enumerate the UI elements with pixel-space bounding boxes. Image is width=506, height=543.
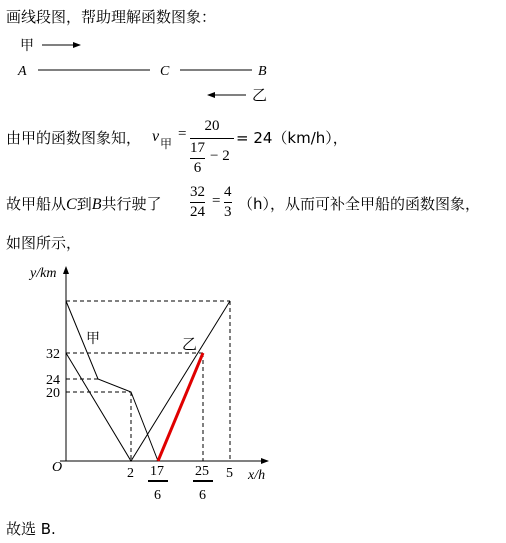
velocity-prefix: 由甲的函数图象知， xyxy=(6,129,142,147)
jia-series-label: 甲 xyxy=(86,331,100,347)
line4-text: 如图所示， xyxy=(6,234,82,252)
guide-lines xyxy=(66,301,230,461)
velocity-subscript: 甲 xyxy=(160,137,173,151)
x-tick-17-6-numerator: 17 xyxy=(150,464,164,479)
point-A-label: A xyxy=(18,64,27,79)
inner-fraction xyxy=(190,140,205,177)
line3 xyxy=(6,193,162,214)
fraction-bar xyxy=(224,202,232,203)
y-tick-24: 24 xyxy=(46,373,60,388)
intro-text: 画线段图，帮助理解函数图象： xyxy=(6,8,217,26)
x-tick-2: 2 xyxy=(127,466,134,481)
fraction-numerator: 32 xyxy=(190,184,205,200)
line3-part-c: 共行驶了 xyxy=(101,195,162,213)
fraction-bar xyxy=(190,138,234,139)
minus-two: − 2 xyxy=(210,148,230,164)
fraction-4-3 xyxy=(224,184,232,221)
point-C-label: C xyxy=(160,64,170,79)
inner-fraction-bar xyxy=(190,158,205,159)
segment-jia-label: 甲 xyxy=(20,38,34,54)
fraction-denominator: 3 xyxy=(224,204,232,220)
yi-graph-line xyxy=(66,301,230,461)
equals-sign: = xyxy=(178,126,187,142)
segment-yi-label: 乙 xyxy=(252,86,268,104)
fraction-numerator: 4 xyxy=(224,184,232,200)
segment-diagram xyxy=(0,30,300,110)
velocity-symbol: v xyxy=(152,128,160,145)
x-tick-17-6-denominator: 6 xyxy=(154,488,161,503)
line3-part-b: 到 xyxy=(76,195,92,213)
yi-series-label: 乙 xyxy=(182,335,198,353)
origin-label: O xyxy=(52,460,63,475)
x-tick-25-6-denominator: 6 xyxy=(199,488,206,503)
line3-B: B xyxy=(91,196,102,213)
conclusion-text: 故选 B. xyxy=(6,520,56,538)
line3-part-d: （h），从而可补全甲船的函数图象， xyxy=(238,195,481,213)
fraction-bar xyxy=(190,202,205,203)
y-tick-20: 20 xyxy=(46,386,60,401)
line3-C: C xyxy=(66,196,77,213)
jia-graph-line xyxy=(66,301,158,461)
inner-denominator: 6 xyxy=(193,160,202,176)
y-axis-label: y/km xyxy=(30,266,57,281)
inner-numerator: 17 xyxy=(190,140,205,156)
y-tick-32: 32 xyxy=(46,347,60,362)
velocity-result: = 24（km/h）， xyxy=(236,129,348,147)
fraction-32-24 xyxy=(190,184,205,221)
x-tick-5: 5 xyxy=(226,466,233,481)
point-B-label: B xyxy=(258,64,267,79)
fraction-denominator: 24 xyxy=(190,204,205,220)
x-tick-25-6-numerator: 25 xyxy=(195,464,209,479)
line3-part-a: 故甲船从 xyxy=(6,195,67,213)
fraction-numerator: 20 xyxy=(204,118,220,134)
function-graph xyxy=(0,255,300,515)
x-axis-label: x/h xyxy=(248,468,266,483)
equals-sign: = xyxy=(212,193,221,209)
